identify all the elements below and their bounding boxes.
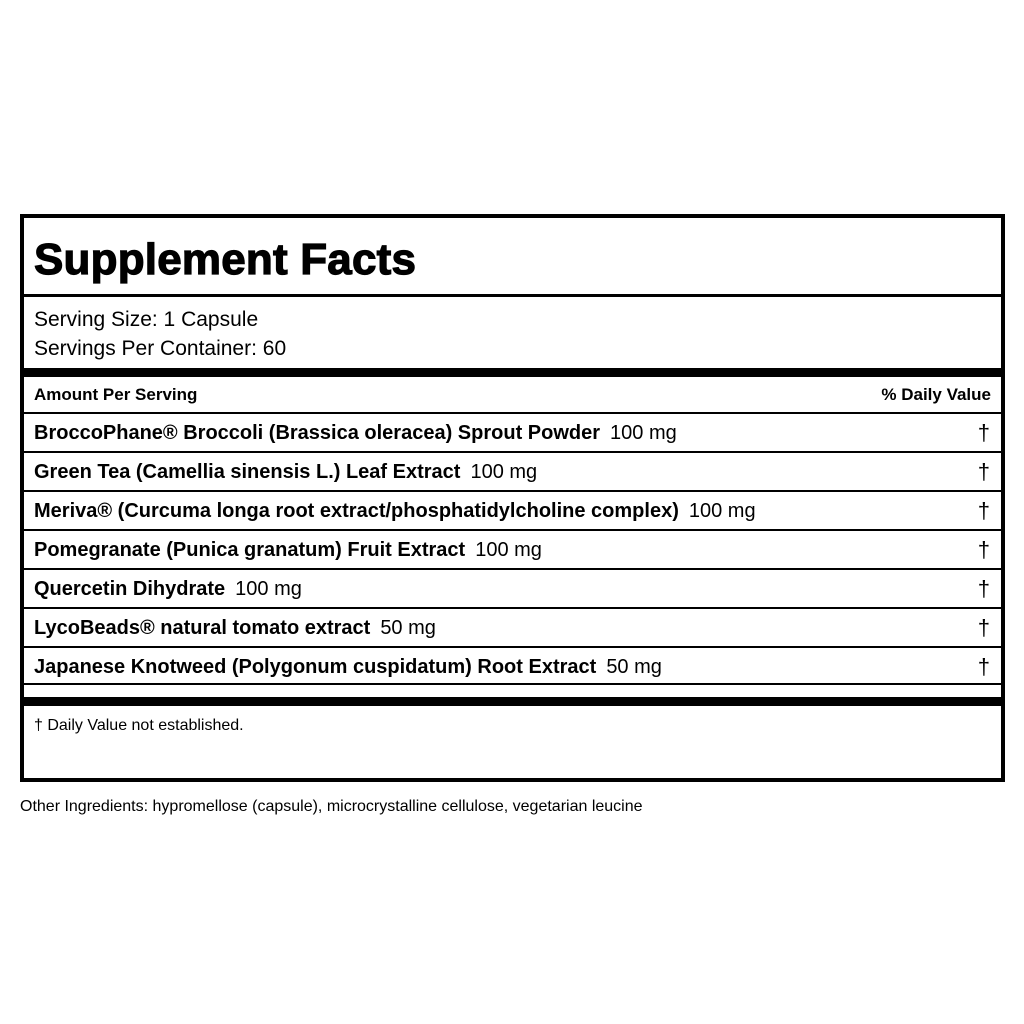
thick-divider-bottom <box>24 697 1001 706</box>
ingredient-name: Quercetin Dihydrate 100 mg <box>34 578 302 600</box>
ingredient-amount: 100 mg <box>688 500 756 522</box>
supplement-facts-panel <box>20 214 1005 782</box>
panel-title: Supplement Facts <box>34 235 417 284</box>
ingredient-name: BroccoPhane® Broccoli (Brassica oleracea) Sprout Powder 100 mg <box>34 422 677 444</box>
ingredient-row <box>24 451 1001 490</box>
serving-size: Serving Size: 1 Capsule <box>34 308 259 331</box>
title-divider <box>24 294 1001 297</box>
daily-value-footnote: † Daily Value not established. <box>34 717 244 734</box>
ingredient-row <box>24 529 1001 568</box>
ingredient-name: Green Tea (Camellia sinensis L.) Leaf Extract 100 mg <box>34 461 538 483</box>
ingredient-amount: 100 mg <box>235 578 302 600</box>
ingredient-row <box>24 607 1001 646</box>
thick-divider-top <box>24 368 1001 377</box>
ingredient-row <box>24 490 1001 529</box>
daily-value-header: % Daily Value <box>881 385 991 404</box>
ingredient-list <box>24 412 1001 685</box>
ingredient-row <box>24 412 1001 451</box>
ingredient-name: Meriva® (Curcuma longa root extract/phosphatidylcholine complex) 100 mg <box>34 500 756 522</box>
ingredient-daily-value: † <box>977 498 990 523</box>
ingredient-daily-value: † <box>977 654 990 679</box>
ingredient-name: Japanese Knotweed (Polygonum cuspidatum) Root Extract 50 mg <box>34 656 662 678</box>
ingredient-amount: 100 mg <box>475 539 542 561</box>
ingredient-daily-value: † <box>977 576 990 601</box>
ingredient-daily-value: † <box>977 420 990 445</box>
ingredient-daily-value: † <box>977 459 990 484</box>
servings-per-container: Servings Per Container: 60 <box>34 337 287 360</box>
ingredient-amount: 50 mg <box>380 617 436 639</box>
ingredient-amount: 100 mg <box>470 461 538 483</box>
ingredient-amount: 100 mg <box>610 422 677 444</box>
other-ingredients: Other Ingredients: hypromellose (capsule), microcrystalline cellulose, vegetarian leucine <box>20 798 643 815</box>
ingredient-name: LycoBeads® natural tomato extract 50 mg <box>34 617 436 639</box>
ingredient-row <box>24 568 1001 607</box>
amount-per-serving-header: Amount Per Serving <box>34 385 198 404</box>
ingredient-daily-value: † <box>977 615 990 640</box>
ingredient-daily-value: † <box>977 537 990 562</box>
ingredient-row <box>24 646 1001 685</box>
ingredient-name: Pomegranate (Punica granatum) Fruit Extract 100 mg <box>34 539 542 561</box>
ingredient-amount: 50 mg <box>606 656 662 678</box>
